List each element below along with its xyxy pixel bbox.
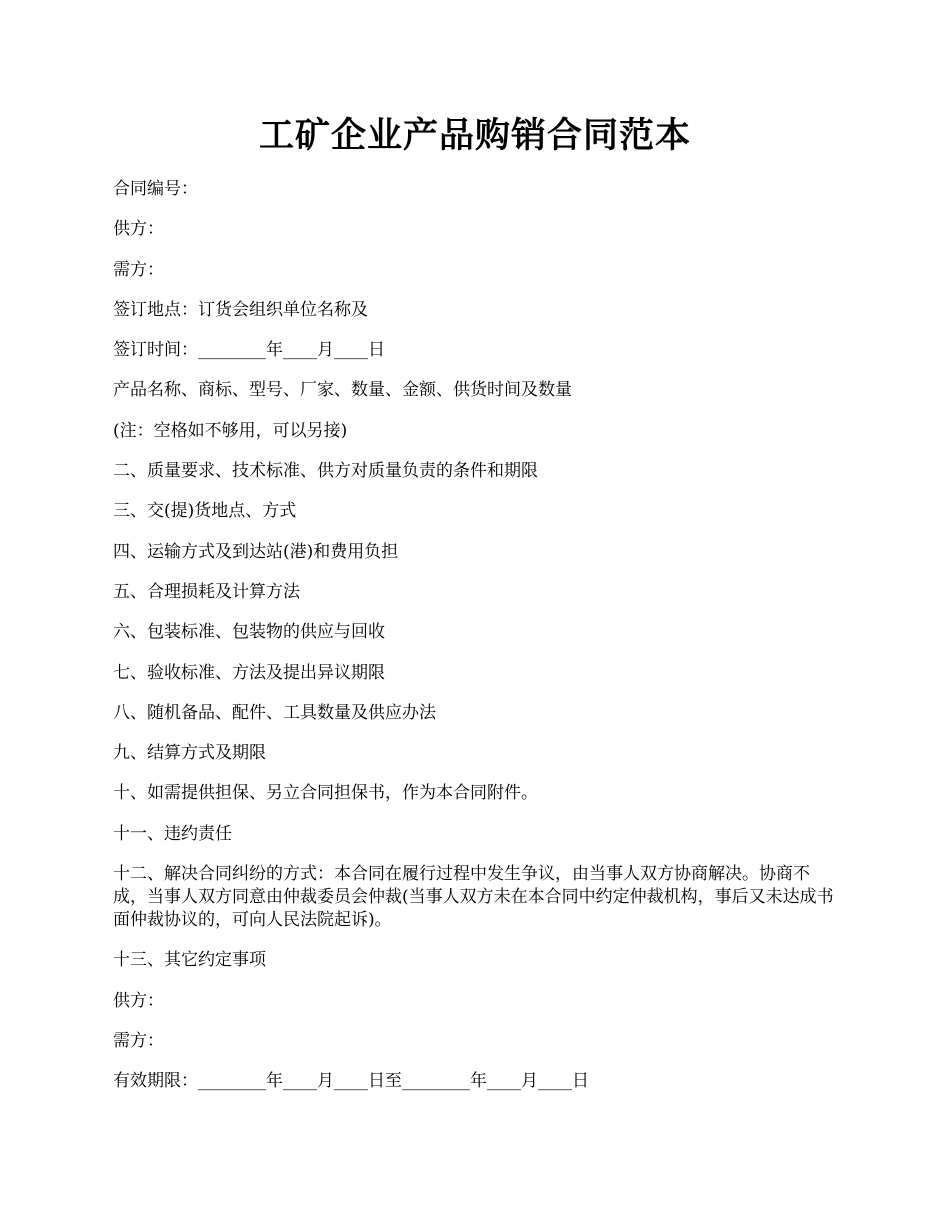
clause-13: 十三、其它约定事项 — [113, 950, 266, 971]
supplier-line: 供方： — [113, 219, 164, 240]
clause-2: 二、质量要求、技术标准、供方对质量负责的条件和期限 — [113, 461, 538, 482]
clause-6: 六、包装标准、包装物的供应与回收 — [113, 622, 385, 643]
clause-5: 五、合理损耗及计算方法 — [113, 581, 300, 602]
buyer-signature-line: 需方： — [113, 1030, 164, 1051]
supplier-signature-line: 供方： — [113, 990, 164, 1011]
clause-10: 十、如需提供担保、另立合同担保书，作为本合同附件。 — [113, 783, 538, 804]
clause-3: 三、交(提)货地点、方式 — [113, 501, 297, 522]
buyer-line: 需方： — [113, 259, 164, 280]
product-info-line: 产品名称、商标、型号、厂家、数量、金额、供货时间及数量 — [113, 380, 572, 401]
note-line: (注：空格如不够用，可以另接) — [113, 420, 348, 441]
document-title: 工矿企业产品购销合同范本 — [258, 115, 691, 156]
contract-number-line: 合同编号： — [113, 179, 198, 199]
signing-date-line: 签订时间：________年____月____日 — [113, 340, 385, 361]
clause-12-dispute: 十二、解决合同纠纷的方式：本合同在履行过程中发生争议，由当事人双方协商解决。协商不成，当事人双方同意由仲裁委员会仲裁(当事人双方未在本合同中约定仲裁机构，事后又未达成书面仲裁协议的，可向人民法院起诉)。 — [113, 864, 834, 931]
clause-7: 七、验收标准、方法及提出异议期限 — [113, 662, 385, 683]
clause-9: 九、结算方式及期限 — [113, 743, 266, 764]
clause-4: 四、运输方式及到达站(港)和费用负担 — [113, 541, 399, 562]
clause-11: 十一、违约责任 — [113, 823, 232, 844]
signing-place-line: 签订地点：订货会组织单位名称及 — [113, 299, 368, 320]
document-body — [113, 178, 843, 1093]
validity-period-line: 有效期限：________年____月____日至________年____月____日 — [113, 1071, 589, 1092]
clause-8: 八、随机备品、配件、工具数量及供应办法 — [113, 702, 436, 723]
